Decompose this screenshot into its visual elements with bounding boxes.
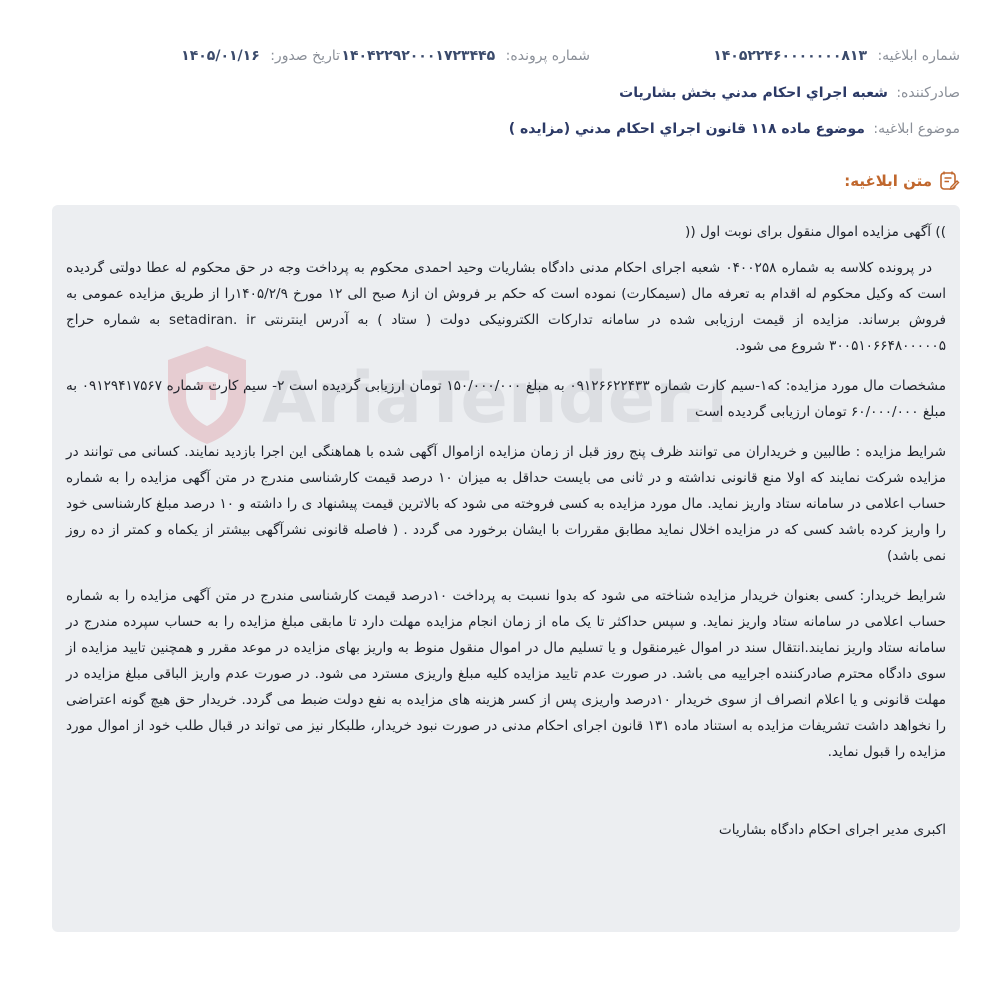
issuer-value: شعبه اجراي احكام مدني بخش بشاريات [619, 85, 888, 101]
notice-number-label: شماره ابلاغیه: [877, 48, 960, 64]
notice-paragraph-2: مشخصات مال مورد مزایده: که۱-سیم کارت شماره ۰۹۱۲۶۶۲۲۴۳۳ به مبلغ ۱۵۰/۰۰۰/۰۰۰ تومان ارزیابی گردیده است ۲- سیم کارت شماره ۰۹۱۲۹۴۱۷۵۶۷ به مبلغ ۶۰/۰۰۰/۰۰۰ تومان ارزیابی گردیده است [66, 378, 946, 420]
notice-paragraph-1: در پرونده کلاسه به شماره ۰۴۰۰۲۵۸ شعبه اجرای احکام مدنی دادگاه بشاریات وحید احمدی محکوم به پرداخت وجه در حق محکوم له عطا دولتی گردیده است که وکیل محکوم له اقدام به تعرفه مال (سیمکارت) نموده است که حکم بر فروش ان از۸ صبح الی ۱۲ مورخ ۱۴۰۵/۲/۹را از طریق مزایده عمومی به فروش برساند. مزایده از قیمت ارزیابی شده در سامانه تدارکات الکترونیکی دولت ( ستاد ) به آدرس اینترنتی setadiran. ir به شماره حراج ۳۰۰۵۱۰۶۶۴۸۰۰۰۰۰۵ شروع می شود. [66, 260, 946, 354]
subject-value: موضوع ماده ۱۱۸ قانون اجراي احكام مدني (مزايده ) [508, 121, 865, 137]
notice-paragraph-3: شرایط مزایده : طالبین و خریداران می توانند ظرف پنج روز قبل از زمان مزایده ازاموال آگهی شده با هماهنگی این اجرا بازدید نمایند. کسانی می توانند در مزایده شرکت نمایند که اولا منع قانونی نداشته و در ثانی می بایست حداقل به میزان ۱۰ درصد قیمت کارشناسی مندرج در متن آگهی مزایده را به شماره حساب اعلامی در سامانه ستاد واریز نماید. مال مورد مزایده به کسی فروخته می شود که بالاترین قیمت پیشنهاد ی را داشته و ۱۰ درصد مبلغ کارشناسی خود را واریز کرده باشد کسی که در مزایده اخلال نماید مطابق مقررات با ایشان برخورد می گردد . ( فاصله قانونی نشرآگهی بیشتر از یکماه و کمتر از ده روز نمی باشد) [66, 444, 946, 564]
document-edit-icon [938, 170, 960, 192]
case-number [341, 48, 590, 64]
issue-date-value: ۱۴۰۵/۰۱/۱۶ [181, 48, 260, 64]
issue-date [181, 48, 340, 64]
case-number-value: ۱۴۰۴۲۲۹۲۰۰۰۱۷۲۳۴۴۵ [341, 48, 496, 64]
notice-text-title [844, 170, 960, 192]
notice-content-box [52, 205, 960, 932]
notice-body [66, 219, 946, 843]
issue-date-label: تاریخ صدور: [270, 48, 340, 64]
notice-meta-row [40, 44, 960, 72]
notice-number-value: ۱۴۰۵۲۲۴۶۰۰۰۰۰۰۰۸۱۳ [713, 48, 867, 64]
notice-text-title-label: متن ابلاغیه: [844, 172, 932, 190]
case-number-label: شماره پرونده: [505, 48, 590, 64]
notice-heading: )) آگهی مزایده اموال منقول برای نوبت اول (( [685, 224, 946, 240]
subject-row [509, 121, 960, 137]
notice-paragraph-4: شرایط خریدار: کسی بعنوان خریدار مزایده شناخته می شود که بدوا نسبت به پرداخت ۱۰درصد قیمت کارشناسی مندرج در متن آگهی مزایده را به شماره حساب اعلامی در سامانه ستاد واریز نماید. و سپس حداکثر تا یک ماه از زمان انجام مزایده مهلت دارد تا مابقی مبلغ مزایده را به حساب سپرده مندرج در سامانه ستاد واریز نمایند.انتقال سند در اموال غیرمنقول و یا تسلیم مال در اموال منقول منوط به واریز بهای مزایده در موعد مقرر و همچنین تایید مزایده از سوی دادگاه محترم صادرکننده اجراییه می باشد. در صورت عدم تایید مزایده کلیه مبلغ واریزی مسترد می شود. در صورت عدم واریز الباقی مبلغ مزایده در مهلت قانونی و یا اعلام انصراف از سوی خریدار ۱۰درصد واریزی پس از کسر هزینه های مزایده به نفع دولت ضبط می گردد. خریدار حق هیچ گونه اعتراضی را نخواهد داشت تشریفات مزایده به استناد ماده ۱۳۱ قانون اجرای احکام مدنی در صورت نبود خریدار، طلبکار نیز می تواند در قبال طلب خود از اموال مورد مزایده را قبول نماید. [66, 588, 946, 760]
subject-label: موضوع ابلاغیه: [873, 121, 960, 137]
notice-signature: اکبری مدیر اجرای احکام دادگاه بشاریات [718, 822, 946, 838]
notice-number [713, 48, 960, 64]
issuer-label: صادرکننده: [896, 85, 960, 101]
watermark-text: AriaTender. [262, 357, 707, 439]
issuer-row [619, 85, 960, 101]
